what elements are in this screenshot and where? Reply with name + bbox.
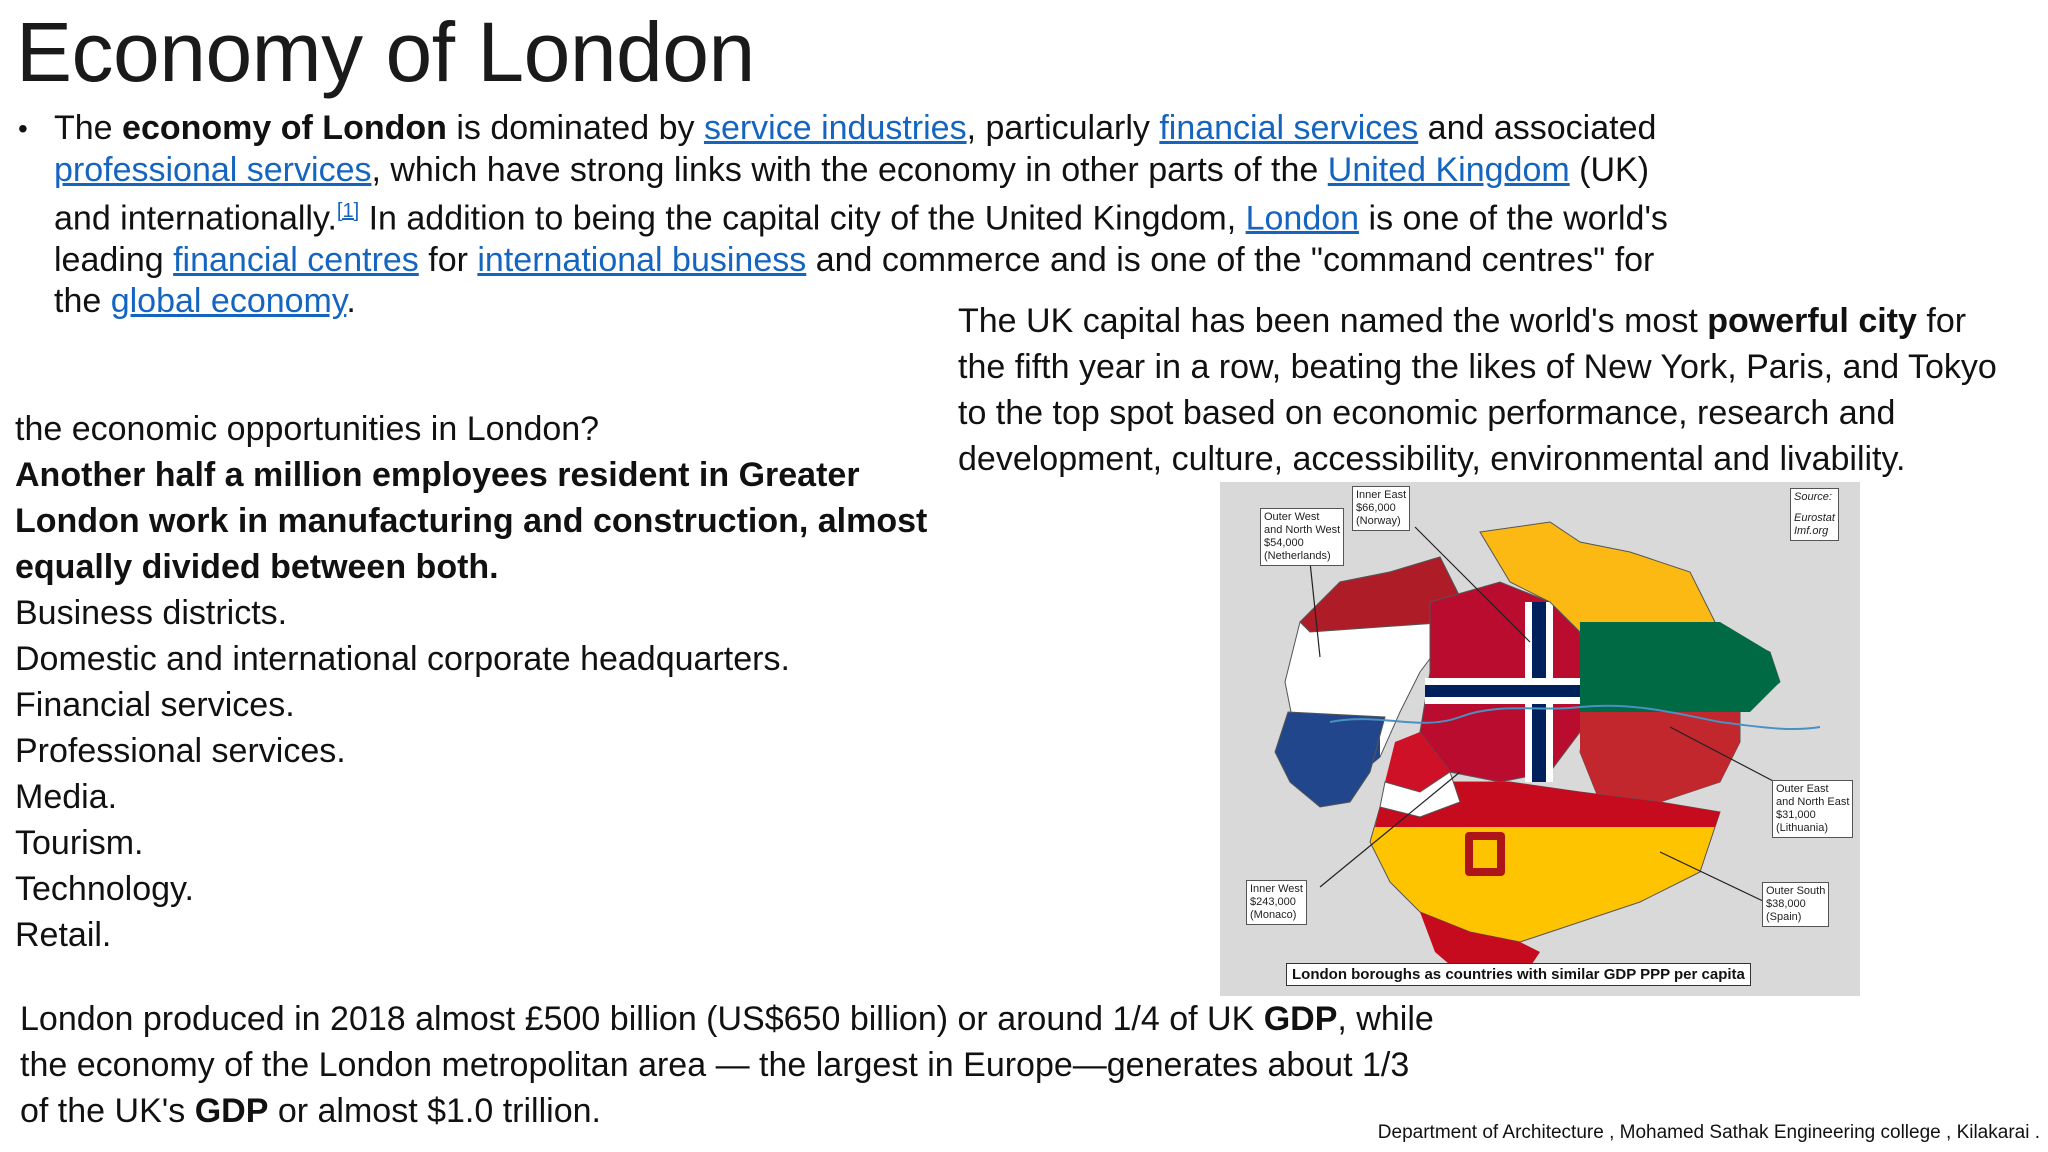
intro-body: [54, 108, 1698, 323]
label-inner-east: [1352, 486, 1410, 531]
intro-text: and associated: [1418, 109, 1657, 147]
intro-text: .: [346, 282, 356, 321]
link-financial-services[interactable]: financial services: [1159, 109, 1419, 147]
gdp-paragraph: [20, 996, 1440, 1134]
intro-text: , which have strong links with the economy in other parts of the: [371, 150, 1328, 189]
label-outer-west: [1260, 508, 1344, 566]
intro-text: In addition to being the capital city of the United Kingdom,: [359, 199, 1246, 238]
label-line: Outer East: [1776, 783, 1829, 795]
paragraph-text: or almost $1.0 trillion.: [268, 1092, 601, 1130]
footer-credit: Department of Architecture , Mohamed Sathak Engineering college , Kilakarai .: [1377, 1122, 2040, 1143]
link-financial-centres[interactable]: financial centres: [173, 240, 419, 279]
intro-text: (UK) and internationally.: [54, 150, 1650, 238]
label-outer-east: [1772, 780, 1853, 838]
paragraph-text: The UK capital has been named the world's most: [958, 302, 1708, 340]
label-line: and North East: [1776, 796, 1850, 808]
label-line: Inner East: [1356, 489, 1407, 501]
list-item: Domestic and international corporate headquarters.: [15, 640, 790, 678]
label-line: and North West: [1264, 524, 1341, 536]
opportunities-list: [15, 406, 935, 958]
list-item: Professional services.: [15, 732, 346, 770]
label-line: Eurostat: [1794, 512, 1835, 524]
paragraph-text: , while the economy of the London metropolitan area — the largest in Europe—generates about 1/3 of the UK's: [20, 1000, 1434, 1130]
label-line: Imf.org: [1794, 525, 1829, 537]
list-item: Technology.: [15, 870, 194, 908]
label-line: $38,000: [1766, 898, 1806, 910]
paragraph-bold-text: powerful city: [1707, 302, 1917, 340]
intro-paragraph: [18, 108, 1698, 323]
list-item: Media.: [15, 778, 118, 816]
paragraph-text: London produced in 2018 almost £500 billion (US$650 billion) or around 1/4 of UK: [20, 1000, 1264, 1038]
link-united-kingdom[interactable]: United Kingdom: [1327, 150, 1570, 189]
label-line: (Norway): [1356, 515, 1401, 527]
label-outer-south: [1762, 882, 1829, 927]
intro-text: and commerce and is one of the "command centres" for the: [54, 240, 1655, 321]
list-item: Tourism.: [15, 824, 144, 862]
label-line: (Spain): [1766, 911, 1802, 923]
intro-text: is dominated by: [446, 109, 704, 147]
label-line: (Monaco): [1250, 909, 1297, 921]
label-line: (Lithuania): [1776, 822, 1828, 834]
london-gdp-map: [1220, 482, 1860, 996]
list-item: Financial services.: [15, 686, 295, 724]
label-line: $66,000: [1356, 502, 1396, 514]
opportunities-question: the economic opportunities in London?: [15, 410, 600, 448]
label-line: Source:: [1794, 491, 1832, 503]
label-line: (Netherlands): [1264, 550, 1331, 562]
powerful-city-paragraph: [958, 298, 2008, 482]
reference-link[interactable]: [1]: [336, 200, 360, 222]
label-line: $31,000: [1776, 809, 1816, 821]
label-source: [1790, 488, 1839, 541]
intro-text: The: [54, 109, 123, 147]
paragraph-bold-text: GDP: [1263, 1000, 1338, 1038]
intro-text: is one of the world's leading: [54, 199, 1668, 279]
intro-text: , particularly: [966, 109, 1160, 147]
paragraph-text: for the fifth year in a row, beating the likes of New York, Paris, and Tokyo to the top spot based on economic performance, research and development, culture, accessibility, environmental and livability.: [958, 302, 1997, 478]
slide-title: Economy of London: [16, 5, 755, 99]
label-line: $54,000: [1264, 537, 1304, 549]
list-item: Business districts.: [15, 594, 288, 632]
intro-text: for: [418, 240, 478, 279]
bold-line: Another half a million employees resident in Greater: [15, 456, 860, 494]
intro-bold-text: economy of London: [122, 109, 447, 147]
link-service-industries[interactable]: service industries: [703, 109, 967, 147]
paragraph-bold-text: GDP: [194, 1092, 269, 1130]
label-line: $243,000: [1250, 896, 1296, 908]
label-inner-west: [1246, 880, 1307, 925]
label-line: Inner West: [1250, 883, 1303, 895]
link-london[interactable]: London: [1245, 199, 1360, 238]
bullet-icon: •: [18, 113, 28, 144]
link-international-business[interactable]: international business: [477, 240, 807, 279]
link-global-economy[interactable]: global economy: [110, 282, 347, 321]
list-item: Retail.: [15, 916, 112, 954]
bold-line: London work in manufacturing and construction, almost: [15, 502, 928, 540]
label-line: Outer South: [1766, 885, 1826, 897]
bold-line: equally divided between both.: [15, 548, 499, 586]
map-caption: London boroughs as countries with similar GDP PPP per capita: [1286, 963, 1751, 986]
link-professional-services[interactable]: professional services: [54, 150, 372, 189]
label-line: Outer West: [1264, 511, 1320, 523]
